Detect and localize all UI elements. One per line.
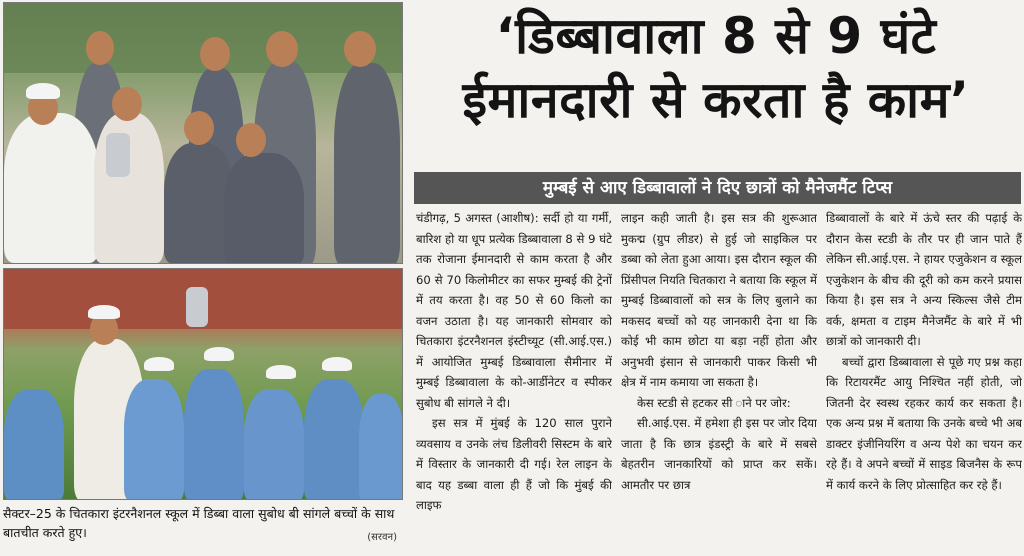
photo-figure [244, 389, 304, 500]
headline-line-2: ईमानदारी से करता है काम’ [462, 71, 970, 129]
caption-text: सैक्टर–25 के चितकारा इंटरनैशनल स्कूल में डिब्बा वाला सुबोध बी सांगले बच्चों के साथ बातचीत करते हुए। [3, 506, 395, 540]
photo-figure [4, 389, 64, 500]
photo-caption [3, 504, 403, 554]
article-column-3 [826, 208, 1022, 554]
photo-figure-head [200, 37, 230, 71]
photo-figure [304, 379, 364, 500]
article-column-2 [621, 208, 817, 554]
article-paragraph: लाइन कही जाती है। इस सत्र की शुरूआत मुकद्म (ग्रुप लीडर) से हुई जो साइकिल पर डब्बा को लेता हुआ आया। इस दौरान स्कूल की प्रिंसीपल नियति चितकारा ने बताया कि स्कूल में मुम्बई डिब्बावालों को सत्र के लिए बुलाने का मकसद बच्चों को यह जानकारी देना था कि कोई भी काम छोटा या बड़ा नहीं होता और अनुभवी इंसान से जानकारी पाकर किसी भी क्षेत्र में नाम कमाया जा सकता है। [621, 211, 817, 389]
photo-figure [224, 153, 304, 264]
article-paragraph: बच्चों द्वारा डिब्बावाला से पूछे गए प्रश्न कहा कि रिटायरमैंट आयु निश्चित नहीं होती, जो जितनी देर स्वस्थ रहकर कार्य कर सकता है। एक अन्य प्रश्न में बताया कि उनके बच्चे भी अब डाक्टर इंजीनियरिंग व अन्य पेशे का चयन कर रहे हैं। वे अपने बच्चों में साइड बिजनैस के रूप में कार्य करने के लिए प्रोत्साहित कर रहे हैं। [826, 354, 1022, 492]
photo-figure [334, 63, 400, 264]
photo-gandhi-cap [26, 83, 60, 99]
photo-figure [359, 394, 403, 500]
caption-credit: (सरवन) [367, 532, 397, 543]
article-paragraph: सी.आई.एस. में हमेशा ही इस पर जोर दिया जाता है कि छात्र इंडस्ट्री के बारे में सबसे बेहतरीन जानकारियों को प्राप्त कर सकें। आमतौर पर छात्र [621, 416, 817, 492]
headline [410, 4, 1022, 164]
photo-figure-head [344, 31, 376, 67]
photo-figure [124, 379, 184, 500]
photo-gandhi-cap [322, 357, 352, 371]
headline-line-1: ‘डिब्बावाला 8 से 9 घंटे [495, 7, 937, 65]
photo-gandhi-cap [266, 365, 296, 379]
photo-figure [184, 369, 244, 500]
article-paragraph: इस सत्र में मुंबई के 120 साल पुराने व्यवसाय व उनके लंच डिलीवरी सिस्टम के बारे में विस्तार के जानकारी दी गई। रेल लाइन के बाद यह डब्बा वाला ही हैं जो कि मुंबई की लाइफ [416, 416, 612, 512]
article-paragraph: चंडीगढ़, 5 अगस्त (आशीष): सर्दी हो या गर्मी, बारिश हो या धूप प्रत्येक डिब्बावाला 8 से 9 घंटे तक रोजाना ईमानदारी से काम करता है और 60 से 70 किलोमीटर का सफर मुम्बई की ट्रेनों में तय करता है। वह 50 से 60 किलो का वजन उठाता है। यह जानकारी सोमवार को चितकारा इंटरनैशनल इंस्टीच्यूट (सी.आई.एस.) में आयोजित मुम्बई डिब्बावाला सैमीनार में मुम्बई डिब्बावाला के को-आर्डीनेटर व स्पीकर सुबोध बी सांगले ने दी। [416, 211, 612, 410]
photo-figure-head [86, 31, 114, 65]
photo-dabbawala-with-children [3, 268, 403, 500]
photo-gandhi-cap [88, 305, 120, 319]
article-column-1 [416, 208, 612, 554]
article-subheading: केस स्टडी से हटकर सी ाने पर जोर: [637, 395, 791, 410]
photo-figure-head [236, 123, 266, 157]
photo-tiffin-box [106, 133, 130, 177]
photo-figure-dabbawala [4, 113, 99, 263]
subheadline: मुम्बई से आए डिब्बावालों ने दिए छात्रों को मैनेजमैंट टिप्स [414, 172, 1021, 204]
photo-gandhi-cap [144, 357, 174, 371]
article-paragraph: डिब्बावालों के बारे में ऊंचे स्तर की पढ़ाई के दौरान केस स्टडी के तौर पर ही जान पाते हैं लेकिन सी.आई.एस. ने हायर एजुकेशन व स्कूल एजुकेशन के बीच की दूरी को कम करने प्रयास किया है। इस सत्र ने अन्य स्किल्स जैसे टीम वर्क, क्षमता व टाइम मैनेजमैंट के बारे में भी छात्रों को जानकारी दी। [826, 211, 1022, 348]
photo-figure-head [112, 87, 142, 121]
photo-figure-head [266, 31, 298, 67]
photo-gandhi-cap [204, 347, 234, 361]
photo-dabbawala-with-students [3, 2, 403, 264]
photo-tiffin-box [186, 287, 208, 327]
photo-figure-head [184, 111, 214, 145]
